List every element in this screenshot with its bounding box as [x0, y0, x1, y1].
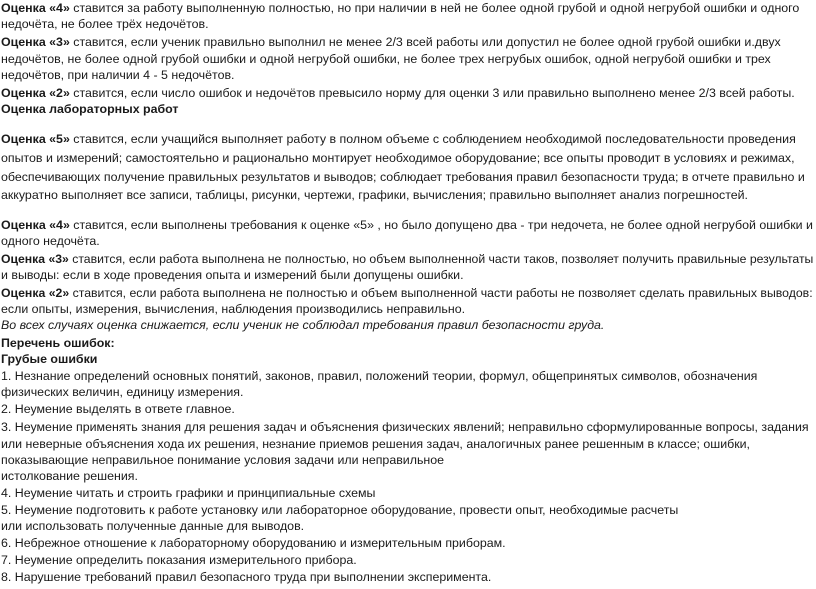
written-grade3-line2: недочётов, не более одной грубой ошибки и одной негрубой ошибки, не более трех негрубых ошибок, одной негрубой ошибки и трех: [1, 52, 771, 66]
grade-label: Оценка «4»: [1, 218, 70, 232]
error-line: 2. Неумение выделять в ответе главное.: [1, 402, 235, 416]
error-line: 6. Небрежное отношение к лабораторному оборудованию и измерительным приборам.: [1, 536, 506, 550]
grade-label: Оценка «3»: [1, 35, 70, 49]
written-grade2-line1: [1, 85, 795, 101]
errors-heading: Перечень ошибок:: [1, 336, 115, 350]
grade-label: Оценка «2»: [1, 86, 70, 100]
lab-heading: Оценка лабораторных работ: [1, 102, 179, 116]
grade-text: ставится, если работа выполнена не полностью, но объем выполненной части таков, позволяет получить правильные результаты: [68, 252, 814, 266]
grade-label: Оценка «2»: [1, 286, 70, 300]
lab-grade3-line1: [1, 251, 813, 267]
written-grade4-line2: недочёта, не более трёх недочётов.: [1, 17, 209, 31]
error-line: показывающие неправильное понимание условия задачи или неправильное: [1, 453, 445, 467]
lab-grade3-line2: и выводы: если в ходе проведения опыта и измерений были допущены ошибки.: [1, 268, 464, 282]
lab-grade5-line2: опытов и измерений; самостоятельно и рационально монтирует необходимое оборудование; все опыты проводит в условиях и режимах,: [1, 151, 795, 165]
lab-grade2-line2: если опыты, измерения, вычисления, наблюдения производились неправильно.: [1, 302, 466, 316]
grade-label: Оценка «5»: [1, 132, 70, 146]
grade-text: ставится, если число ошибок и недочётов превысило норму для оценки 3 или правильно выполнено менее 2/3 всей работы.: [69, 86, 795, 100]
lab-grade4-line2: одного недочёта.: [1, 234, 100, 248]
error-line: или неверные объяснения хода их решения, незнание приемов решения задач, аналогичных ранее решенным в классе; ошибки,: [1, 437, 751, 451]
lab-grade5-line3: обеспечивающих получение правильных результатов и выводов; соблюдает требования правил безопасности труда; в отчете правильно и: [1, 170, 805, 184]
error-line: 1. Незнание определений основных понятий, законов, правил, положений теории, формул, общепринятых символов, обозначения: [1, 369, 758, 383]
errors-subheading: Грубые ошибки: [1, 352, 98, 366]
error-line: 8. Нарушение требований правил безопасного труда при выполнении эксперимента.: [1, 570, 492, 584]
lab-grade2-line1: [1, 285, 813, 301]
lab-note: Во всех случаях оценка снижается, если ученик не соблюдал требования правил безопасности груда.: [1, 318, 605, 332]
grade-text: ставится за работу выполненную полностью, но при наличии в ней не более одной грубой и одной негрубой ошибки и одного: [69, 1, 800, 15]
grade-label: Оценка «3»: [1, 252, 69, 266]
written-grade3-line3: недочётов, при наличии 4 - 5 недочётов.: [1, 68, 235, 82]
error-line: или использовать полученные данные для выводов.: [1, 519, 305, 533]
error-line: физических величин, единицу измерения.: [1, 385, 244, 399]
error-line: истолкование решения.: [1, 469, 138, 483]
error-line: 3. Неумение применять знания для решения задач и объяснения физических явлений; неправильно сформулированные вопросы, задания: [1, 420, 809, 434]
error-line: 4. Неумение читать и строить графики и принципиальные схемы: [1, 486, 376, 500]
lab-grade4-line1: [1, 217, 813, 233]
error-line: 7. Неумение определить показания измерительного прибора.: [1, 553, 357, 567]
written-grade4-line1: [1, 0, 799, 16]
grade-text: ставится, если учащийся выполняет работу в полном объеме с соблюдением необходимой последовательности проведения: [69, 132, 796, 146]
grade-text: ставится, если выполнены требования к оценке «5» , но было допущено два - три недочета, не более одной негрубой ошибки и: [69, 218, 813, 232]
written-grade3-line1: [1, 34, 781, 50]
grade-label: Оценка «4»: [1, 1, 70, 15]
error-line: 5. Неумение подготовить к работе установку или лабораторное оборудование, провести опыт, необходимые расчеты: [1, 503, 679, 517]
grade-text: ставится, если ученик правильно выполнил не менее 2/3 всей работы или допустил не более одной грубой ошибки и.двух: [69, 35, 781, 49]
lab-grade5-line4: аккуратно выполняет все записи, таблицы, рисунки, чертежи, графики, вычисления; правильно выполняет анализ погрешностей.: [1, 188, 748, 202]
lab-grade5-line1: [1, 131, 796, 147]
grade-text: ставится, если работа выполнена не полностью и объем выполненной части работы не позволяет сделать правильных выводов:: [69, 286, 813, 300]
